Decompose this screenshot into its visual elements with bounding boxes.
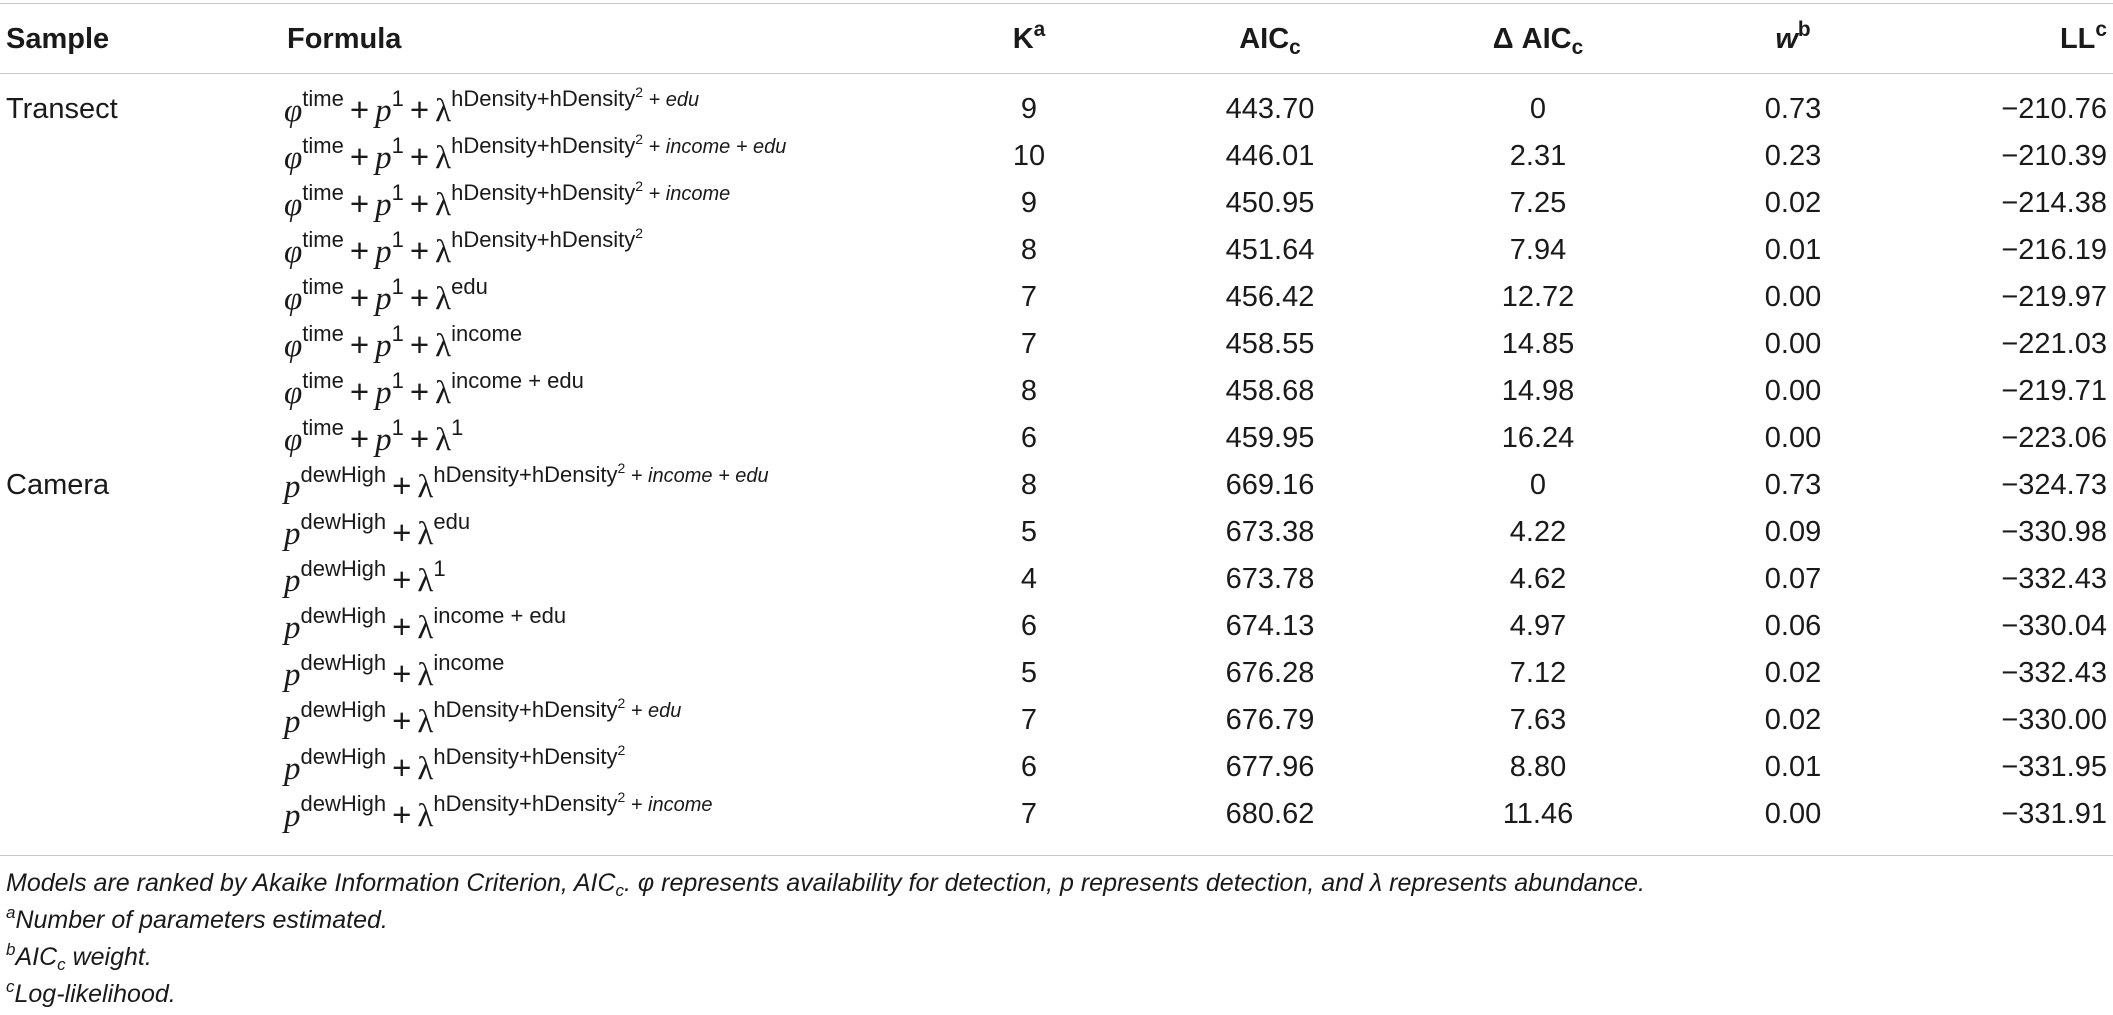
formula-lambda: λ bbox=[435, 234, 452, 270]
formula-square: 2 bbox=[635, 84, 643, 100]
header-k-text: K bbox=[1012, 23, 1034, 55]
formula-lambda: λ bbox=[435, 187, 452, 223]
cell-aic: 459.95 bbox=[1225, 422, 1315, 454]
formula-square: 2 bbox=[617, 789, 626, 805]
formula-lambda-sup bbox=[433, 509, 470, 534]
cell-formula bbox=[284, 86, 699, 133]
header-formula: Formula bbox=[287, 23, 402, 55]
formula-param: φ bbox=[284, 375, 303, 411]
cell-k: 6 bbox=[1020, 610, 1038, 642]
cell-log-likelihood: −216.19 bbox=[2001, 234, 2107, 266]
formula-lambda-sup bbox=[451, 415, 463, 440]
cell-k: 8 bbox=[1020, 375, 1038, 407]
formula-param: p bbox=[284, 610, 301, 646]
cell-formula bbox=[284, 368, 584, 415]
cell-log-likelihood: −331.95 bbox=[2001, 751, 2107, 783]
cell-log-likelihood: −330.04 bbox=[2001, 610, 2107, 642]
cell-k: 9 bbox=[1020, 93, 1038, 125]
formula-square: 2 bbox=[635, 131, 643, 147]
formula-detection-sup: 1 bbox=[391, 415, 404, 440]
formula-param-sup: dewHigh bbox=[300, 650, 387, 675]
formula-lambda-sup bbox=[451, 227, 643, 252]
formula-detection: p bbox=[375, 281, 392, 317]
formula-lambda-sup bbox=[451, 133, 786, 158]
cell-k: 8 bbox=[1020, 469, 1038, 501]
formula-covariates: + income + edu bbox=[625, 465, 769, 487]
formula-plus: + bbox=[409, 91, 430, 128]
cell-log-likelihood: −221.03 bbox=[2001, 328, 2107, 360]
formula-lambda: λ bbox=[435, 328, 452, 364]
formula-param: φ bbox=[284, 93, 303, 129]
formula-detection-sup: 1 bbox=[391, 321, 404, 346]
formula-lambda: λ bbox=[435, 93, 452, 129]
header-ll bbox=[2060, 18, 2107, 63]
formula-lambda: λ bbox=[435, 140, 452, 176]
cell-formula bbox=[284, 556, 446, 603]
formula-param: p bbox=[284, 516, 301, 552]
header-w-text: w bbox=[1775, 23, 1798, 55]
formula-plus: + bbox=[349, 420, 370, 457]
cell-k: 5 bbox=[1020, 657, 1038, 689]
cell-k: 7 bbox=[1020, 328, 1038, 360]
formula-param: φ bbox=[284, 140, 303, 176]
formula-lambda-sup bbox=[451, 321, 522, 346]
formula-param-sup: dewHigh bbox=[300, 603, 387, 628]
cell-formula bbox=[284, 697, 681, 744]
formula-plus: + bbox=[349, 279, 370, 316]
formula-lambda-sup-text: income + edu bbox=[451, 368, 584, 393]
cell-log-likelihood: −223.06 bbox=[2001, 422, 2107, 454]
footnote-c-mark: c bbox=[6, 977, 15, 996]
cell-delta-aic: 0 bbox=[1529, 93, 1547, 125]
formula-detection: p bbox=[375, 328, 392, 364]
cell-aic: 669.16 bbox=[1225, 469, 1315, 501]
formula-plus: + bbox=[392, 655, 412, 692]
formula-param: φ bbox=[284, 281, 303, 317]
cell-formula bbox=[284, 603, 566, 650]
formula-param-sup: dewHigh bbox=[300, 462, 387, 487]
formula-lambda: λ bbox=[435, 422, 452, 458]
cell-weight: 0.02 bbox=[1764, 704, 1822, 736]
formula-param: p bbox=[284, 751, 301, 787]
cell-log-likelihood: −210.39 bbox=[2001, 140, 2107, 172]
header-aic-text: AIC bbox=[1239, 23, 1290, 55]
cell-log-likelihood: −330.98 bbox=[2001, 516, 2107, 548]
table-row bbox=[0, 509, 2113, 556]
formula-lambda: λ bbox=[435, 375, 452, 411]
header-sample: Sample bbox=[6, 23, 110, 55]
cell-weight: 0.73 bbox=[1764, 469, 1822, 501]
formula-plus: + bbox=[409, 420, 430, 457]
cell-log-likelihood: −330.00 bbox=[2001, 704, 2107, 736]
formula-lambda-sup bbox=[433, 603, 566, 628]
cell-weight: 0.00 bbox=[1764, 798, 1822, 830]
header-delta-sub: c bbox=[1571, 36, 1584, 59]
bottom-rule bbox=[0, 855, 2113, 856]
formula-lambda-sup-text: income + edu bbox=[433, 603, 567, 628]
table-row bbox=[0, 556, 2113, 603]
cell-delta-aic: 14.98 bbox=[1501, 375, 1575, 407]
cell-formula bbox=[284, 791, 713, 838]
cell-k: 7 bbox=[1020, 704, 1038, 736]
formula-plus: + bbox=[349, 326, 370, 363]
formula-lambda: λ bbox=[417, 469, 434, 505]
formula-param-sup: dewHigh bbox=[300, 509, 387, 534]
formula-lambda: λ bbox=[417, 798, 434, 834]
cell-delta-aic: 12.72 bbox=[1501, 281, 1575, 313]
cell-log-likelihood: −332.43 bbox=[2001, 563, 2107, 595]
table-row bbox=[0, 180, 2113, 227]
formula-detection: p bbox=[375, 422, 392, 458]
header-aic-sub: c bbox=[1289, 36, 1301, 59]
formula-param-sup: time bbox=[302, 368, 344, 393]
formula-param-sup: time bbox=[302, 180, 344, 205]
cell-weight: 0.23 bbox=[1764, 140, 1822, 172]
cell-aic: 450.95 bbox=[1225, 187, 1315, 219]
formula-covariates: + income bbox=[643, 183, 731, 205]
formula-param-sup: time bbox=[302, 321, 344, 346]
formula-param-sup: dewHigh bbox=[300, 556, 387, 581]
header-delta-aic bbox=[1493, 18, 1583, 63]
cell-k: 7 bbox=[1020, 798, 1038, 830]
cell-sample: Camera bbox=[6, 469, 110, 501]
formula-plus: + bbox=[392, 796, 412, 833]
formula-plus: + bbox=[392, 561, 412, 598]
formula-lambda-sup bbox=[451, 180, 730, 205]
cell-weight: 0.09 bbox=[1764, 516, 1822, 548]
formula-detection: p bbox=[375, 93, 392, 129]
formula-lambda-sup bbox=[451, 86, 699, 111]
cell-k: 6 bbox=[1020, 422, 1038, 454]
formula-lambda: λ bbox=[417, 610, 434, 646]
formula-param: p bbox=[284, 469, 301, 505]
formula-lambda-sup bbox=[433, 697, 681, 722]
cell-formula bbox=[284, 133, 786, 180]
cell-delta-aic: 14.85 bbox=[1501, 328, 1575, 360]
formula-plus: + bbox=[392, 608, 412, 645]
table-row bbox=[0, 462, 2113, 509]
formula-lambda-sup-text: income bbox=[433, 650, 505, 675]
formula-param: φ bbox=[284, 422, 303, 458]
table-row bbox=[0, 603, 2113, 650]
header-w-sup: b bbox=[1797, 18, 1811, 41]
formula-detection: p bbox=[375, 140, 392, 176]
formula-lambda-sup-text: hDensity+hDensity bbox=[451, 133, 636, 158]
formula-square: 2 bbox=[635, 178, 643, 194]
formula-lambda: λ bbox=[417, 657, 434, 693]
formula-square: 2 bbox=[617, 460, 626, 476]
formula-lambda-sup bbox=[451, 368, 584, 393]
cell-delta-aic: 7.63 bbox=[1509, 704, 1567, 736]
table-row bbox=[0, 368, 2113, 415]
formula-param: p bbox=[284, 798, 301, 834]
cell-sample: Transect bbox=[6, 93, 118, 125]
footnote-b-text: weight. bbox=[65, 943, 152, 971]
top-rule bbox=[0, 3, 2113, 4]
cell-weight: 0.73 bbox=[1764, 93, 1822, 125]
formula-detection-sup: 1 bbox=[391, 274, 404, 299]
header-w bbox=[1775, 18, 1810, 63]
formula-param-sup: time bbox=[302, 227, 344, 252]
cell-formula bbox=[284, 180, 730, 227]
formula-plus: + bbox=[409, 232, 430, 269]
formula-plus: + bbox=[349, 138, 370, 175]
table-row bbox=[0, 86, 2113, 133]
footnote-c bbox=[6, 977, 1645, 1014]
cell-weight: 0.00 bbox=[1764, 328, 1822, 360]
formula-param-sup: time bbox=[302, 86, 344, 111]
formula-param-sup: dewHigh bbox=[300, 791, 387, 816]
cell-log-likelihood: −219.71 bbox=[2001, 375, 2107, 407]
note-ranking bbox=[6, 866, 1645, 903]
footnote-a-text: Number of parameters estimated. bbox=[15, 906, 388, 934]
cell-formula bbox=[284, 415, 463, 462]
table-row bbox=[0, 697, 2113, 744]
formula-plus: + bbox=[409, 138, 430, 175]
cell-k: 8 bbox=[1020, 234, 1038, 266]
formula-lambda-sup bbox=[433, 556, 445, 581]
header-ll-sup: c bbox=[2095, 18, 2107, 41]
cell-delta-aic: 11.46 bbox=[1502, 798, 1574, 830]
table-row bbox=[0, 791, 2113, 838]
cell-delta-aic: 16.24 bbox=[1501, 422, 1575, 454]
cell-log-likelihood: −214.38 bbox=[2001, 187, 2107, 219]
cell-formula bbox=[284, 321, 522, 368]
header-k-sup: a bbox=[1033, 18, 1046, 41]
cell-formula bbox=[284, 274, 488, 321]
formula-detection-sup: 1 bbox=[391, 86, 404, 111]
footnote-b-pre: AIC bbox=[15, 943, 58, 971]
formula-lambda-sup-text: hDensity+hDensity bbox=[433, 697, 618, 722]
cell-weight: 0.00 bbox=[1764, 422, 1822, 454]
cell-aic: 446.01 bbox=[1225, 140, 1315, 172]
formula-lambda-sup-text: 1 bbox=[433, 556, 446, 581]
formula-lambda-sup-text: hDensity+hDensity bbox=[433, 744, 618, 769]
formula-covariates: + edu bbox=[625, 700, 682, 722]
cell-k: 4 bbox=[1020, 563, 1038, 595]
note-ranking-b: . φ represents availability for detection, p represents detection, and λ represents abundance. bbox=[624, 869, 1645, 897]
note-ranking-a: Models are ranked by Akaike Information Criterion, AIC bbox=[6, 869, 616, 897]
cell-aic: 676.79 bbox=[1225, 704, 1315, 736]
cell-formula bbox=[284, 509, 470, 556]
header-ll-text: LL bbox=[2059, 23, 2096, 55]
table-notes bbox=[6, 866, 1645, 1014]
cell-weight: 0.07 bbox=[1764, 563, 1822, 595]
formula-plus: + bbox=[392, 514, 412, 551]
formula-lambda-sup-text: income bbox=[451, 321, 523, 346]
table-row bbox=[0, 274, 2113, 321]
cell-k: 7 bbox=[1020, 281, 1038, 313]
formula-lambda: λ bbox=[417, 751, 434, 787]
formula-param-sup: dewHigh bbox=[300, 744, 387, 769]
formula-param-sup: time bbox=[302, 415, 344, 440]
cell-aic: 458.68 bbox=[1225, 375, 1315, 407]
formula-plus: + bbox=[349, 232, 370, 269]
cell-aic: 456.42 bbox=[1225, 281, 1315, 313]
header-delta-text: Δ AIC bbox=[1492, 23, 1572, 55]
formula-lambda-sup bbox=[433, 744, 625, 769]
formula-plus: + bbox=[409, 373, 430, 410]
formula-square: 2 bbox=[617, 695, 626, 711]
footnote-b bbox=[6, 940, 1645, 977]
formula-lambda: λ bbox=[417, 516, 434, 552]
cell-delta-aic: 7.12 bbox=[1509, 657, 1567, 689]
formula-plus: + bbox=[349, 185, 370, 222]
cell-formula bbox=[284, 744, 625, 791]
cell-delta-aic: 7.94 bbox=[1509, 234, 1567, 266]
formula-detection-sup: 1 bbox=[391, 227, 404, 252]
cell-weight: 0.06 bbox=[1764, 610, 1822, 642]
table-row bbox=[0, 321, 2113, 368]
formula-plus: + bbox=[349, 91, 370, 128]
cell-weight: 0.02 bbox=[1764, 187, 1822, 219]
header-k bbox=[1013, 18, 1046, 63]
formula-param-sup: dewHigh bbox=[300, 697, 387, 722]
formula-square: 2 bbox=[617, 742, 626, 758]
cell-weight: 0.00 bbox=[1764, 375, 1822, 407]
formula-lambda: λ bbox=[417, 563, 434, 599]
cell-weight: 0.02 bbox=[1764, 657, 1822, 689]
formula-square: 2 bbox=[635, 225, 643, 241]
table-row bbox=[0, 133, 2113, 180]
formula-detection: p bbox=[375, 234, 392, 270]
cell-aic: 677.96 bbox=[1225, 751, 1315, 783]
formula-lambda: λ bbox=[435, 281, 452, 317]
formula-lambda-sup-text: hDensity+hDensity bbox=[451, 86, 636, 111]
formula-param: φ bbox=[284, 187, 303, 223]
cell-delta-aic: 4.62 bbox=[1509, 563, 1567, 595]
formula-param: p bbox=[284, 704, 301, 740]
formula-lambda-sup-text: hDensity+hDensity bbox=[433, 791, 618, 816]
formula-lambda-sup-text: hDensity+hDensity bbox=[451, 180, 636, 205]
formula-covariates: + income bbox=[625, 794, 713, 816]
formula-param-sup: time bbox=[302, 133, 344, 158]
cell-k: 10 bbox=[1012, 140, 1046, 172]
table-row bbox=[0, 744, 2113, 791]
cell-delta-aic: 7.25 bbox=[1509, 187, 1567, 219]
formula-detection: p bbox=[375, 375, 392, 411]
cell-aic: 451.64 bbox=[1225, 234, 1315, 266]
formula-plus: + bbox=[409, 326, 430, 363]
cell-aic: 443.70 bbox=[1225, 93, 1315, 125]
formula-detection-sup: 1 bbox=[391, 368, 404, 393]
cell-aic: 673.38 bbox=[1225, 516, 1315, 548]
cell-delta-aic: 4.22 bbox=[1509, 516, 1567, 548]
cell-aic: 676.28 bbox=[1225, 657, 1315, 689]
formula-lambda-sup-text: 1 bbox=[451, 415, 464, 440]
cell-aic: 673.78 bbox=[1225, 563, 1315, 595]
cell-weight: 0.01 bbox=[1764, 751, 1822, 783]
formula-covariates: + edu bbox=[643, 89, 700, 111]
header-rule bbox=[0, 73, 2113, 74]
cell-aic: 458.55 bbox=[1225, 328, 1315, 360]
formula-plus: + bbox=[349, 373, 370, 410]
formula-plus: + bbox=[392, 749, 412, 786]
table-row bbox=[0, 415, 2113, 462]
formula-lambda-sup-text: hDensity+hDensity bbox=[451, 227, 636, 252]
formula-plus: + bbox=[392, 467, 412, 504]
cell-log-likelihood: −332.43 bbox=[2001, 657, 2107, 689]
formula-covariates: + income + edu bbox=[643, 136, 787, 158]
note-ranking-sub: c bbox=[615, 881, 625, 900]
cell-k: 5 bbox=[1020, 516, 1038, 548]
formula-lambda-sup bbox=[433, 650, 504, 675]
footnote-b-mark: b bbox=[6, 940, 16, 959]
formula-lambda-sup bbox=[433, 791, 712, 816]
formula-param-sup: time bbox=[302, 274, 344, 299]
cell-weight: 0.00 bbox=[1764, 281, 1822, 313]
footnote-b-sub: c bbox=[57, 955, 66, 974]
cell-delta-aic: 2.31 bbox=[1509, 140, 1567, 172]
formula-detection-sup: 1 bbox=[391, 133, 404, 158]
header-aic bbox=[1239, 18, 1301, 63]
cell-formula bbox=[284, 462, 769, 509]
footnote-a bbox=[6, 903, 1645, 940]
formula-lambda-sup bbox=[433, 462, 768, 487]
cell-log-likelihood: −210.76 bbox=[2001, 93, 2107, 125]
formula-lambda-sup-text: hDensity+hDensity bbox=[433, 462, 618, 487]
footnote-a-mark: a bbox=[6, 903, 16, 922]
cell-aic: 680.62 bbox=[1225, 798, 1315, 830]
formula-param: p bbox=[284, 657, 301, 693]
cell-formula bbox=[284, 650, 504, 697]
cell-log-likelihood: −219.97 bbox=[2001, 281, 2107, 313]
footnote-c-text: Log-likelihood. bbox=[14, 980, 176, 1008]
formula-detection: p bbox=[375, 187, 392, 223]
cell-log-likelihood: −331.91 bbox=[2001, 798, 2107, 830]
formula-plus: + bbox=[409, 279, 430, 316]
formula-param: φ bbox=[284, 328, 303, 364]
cell-log-likelihood: −324.73 bbox=[2001, 469, 2107, 501]
formula-param: p bbox=[284, 563, 301, 599]
formula-lambda-sup-text: edu bbox=[451, 274, 488, 299]
formula-detection-sup: 1 bbox=[391, 180, 404, 205]
table-row bbox=[0, 227, 2113, 274]
formula-plus: + bbox=[392, 702, 412, 739]
formula-lambda: λ bbox=[417, 704, 434, 740]
cell-delta-aic: 0 bbox=[1529, 469, 1547, 501]
cell-k: 6 bbox=[1020, 751, 1038, 783]
cell-k: 9 bbox=[1020, 187, 1038, 219]
cell-delta-aic: 4.97 bbox=[1509, 610, 1567, 642]
formula-lambda-sup bbox=[451, 274, 488, 299]
cell-formula bbox=[284, 227, 643, 274]
formula-lambda-sup-text: edu bbox=[433, 509, 471, 534]
cell-delta-aic: 8.80 bbox=[1509, 751, 1567, 783]
cell-weight: 0.01 bbox=[1764, 234, 1822, 266]
formula-plus: + bbox=[409, 185, 430, 222]
cell-aic: 674.13 bbox=[1225, 610, 1315, 642]
formula-param: φ bbox=[284, 234, 303, 270]
table-row bbox=[0, 650, 2113, 697]
